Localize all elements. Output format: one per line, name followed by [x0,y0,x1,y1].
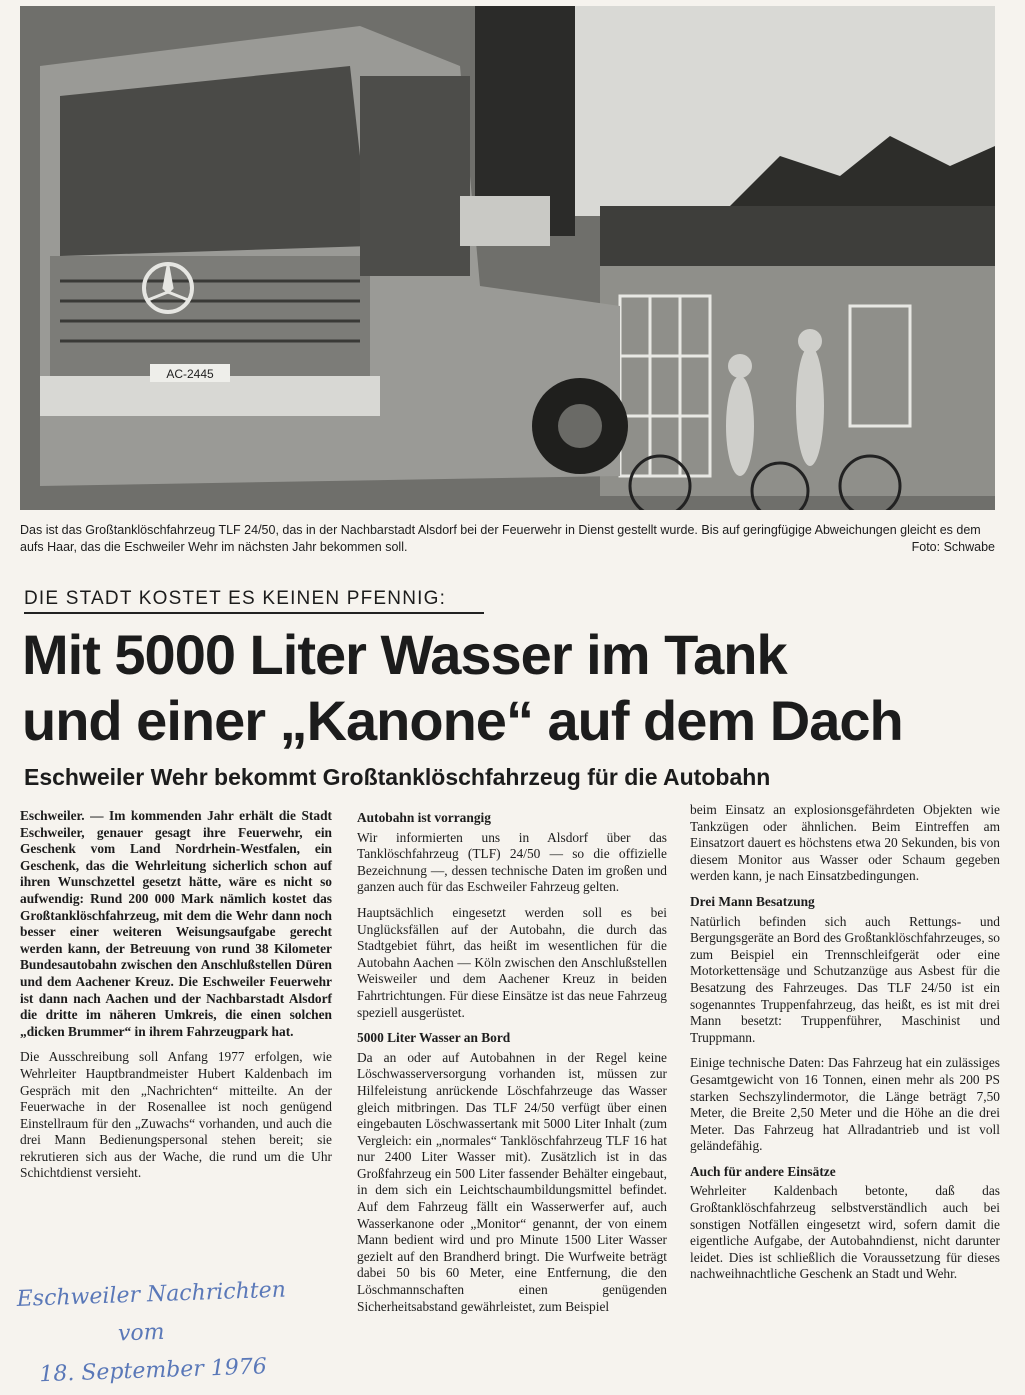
section-heading: Autobahn ist vorrangig [357,810,491,825]
body-paragraph: Wir informierten uns in Alsdorf über das Tanklöschfahrzeug (TLF) 24/50 — so die offizielle Bezeichnung —, dessen technische Daten im großen und ganzen auch für das Eschweiler Fahrzeug gelten. [357,829,667,895]
lead-paragraph: Eschweiler. — Im kommenden Jahr erhält die Stadt Eschweiler, genauer gesagt ihre Feuerwehr, ein Geschenk vom Land Nordrhein-Westfalen, ein Geschenk, das die Wehrleitung sicherlich schon auf ihren Wunschzettel gesetzt hätte, wäre es nicht so aufwendig: Rund 200 000 Mark nämlich kostet das Großtanklöschfahrzeug, mit dem die Wehr dann noch besser einer weiteren Weisungsaufgabe gerecht werden kann, der Betreuung von rund 38 Kilometer Bundesautobahn zwischen den Anschlußstellen Düren und dem Aachener Kreuz. Die Eschweiler Feuerwehr ist dann nach Aachen und der Nachbarstadt Alsdorf die dritte im näheren Umkreis, die einen solchen „dicken Brummer“ in ihrem Fahrzeugpark hat. [20,808,332,1039]
license-plate-text: AC-2445 [166,367,214,381]
body-paragraph: Wehrleiter Kaldenbach betonte, daß das Großtanklöschfahrzeug selbstverständlich auch bei sonstigen Notfällen eingesetzt wird, sofern damit die eigentliche Aufgabe, der Autobahndienst, nicht darunter leidet. Dies ist schließlich die Voraussetzung für dieses nachweihnachtliche Geschenk an Stadt und Wehr. [690,1183,1000,1282]
body-paragraph: Einige technische Daten: Das Fahrzeug hat ein zulässiges Gesamtgewicht von 16 Tonnen, einen mehr als 200 PS starken Sechszylindermotor, die Länge beträgt 7,50 Meter, die Breite 2,50 Meter und die Höhe an die drei Meter. Das Fahrzeug hat Allradantrieb und ist voll geländefähig. [690,1055,1000,1154]
subheadline: Eschweiler Wehr bekommt Großtanklöschfahrzeug für die Autobahn [24,764,771,790]
section-heading: Drei Mann Besatzung [690,893,815,909]
section-heading: 5000 Liter Wasser an Bord [357,1030,511,1046]
photo-credit: Foto: Schwabe [911,540,995,554]
section-heading: Auch für andere Einsätze [690,1163,836,1179]
headline-line-2: und einer „Kanone“ auf dem Dach [22,689,903,752]
handwritten-line-3: 18. September 1976 [38,1354,268,1388]
photo-caption [20,522,995,556]
article-column-1 [20,808,332,1191]
body-paragraph: Hauptsächlich eingesetzt werden soll es bei Unglücksfällen auf der Autobahn, die durch das Stadtgebiet führt, das heißt im wesentlichen für die Autobahn Aachen — Köln zwischen den Anschlußstellen Weisweiler und dem Aachener Kreuz in beiden Fahrtrichtungen. Für diese Einsätze ist das neue Fahrzeug speziell ausgerüstet. [357,904,667,1020]
kicker: DIE STADT KOSTET ES KEINEN PFENNIG: [24,588,484,614]
article-column-3 [690,802,1000,1292]
photo-illustration [20,6,995,510]
handwritten-line-1: Eschweiler Nachrichten [16,1277,287,1312]
headline-line-1: Mit 5000 Liter Wasser im Tank [22,623,787,686]
body-paragraph: Natürlich befinden sich auch Rettungs- und Bergungsgeräte an Bord des Großtanklöschfahrzeuges, so zum Beispiel ein Trennschleifgerät oder eine Motorkettensäge und Schutzanzüge aus Asbest für die Besatzung des Fahrzeuges. Das TLF 24/50 ist ein sogenanntes Truppenfahrzeug, das heißt, es ist mit drei Mann besetzt: Truppenführer, Maschinist und Truppmann. [690,913,1000,1045]
body-paragraph: Da an oder auf Autobahnen in der Regel keine Löschwasserversorgung vorhanden ist, müssen zur Hilfeleistung anrückende Löschfahrzeuge das Wasser gleich mitbringen. Das TLF 24/50 verfügt über einen eingebauten Löschwassertank mit 5000 Liter Inhalt (zum Vergleich: ein „normales“ Tanklöschfahrzeug TLF 16 hat nur 2400 Liter Wasser mit). Zusätzlich ist in das Großfahrzeug ein 500 Liter fassender Behälter eingebaut, in dem sich ein Leichtschaumbildungsmittel befindet. Auf dem Fahrzeug fällt ein Wasserwerfer auf, auch Wasserkanone oder „Monitor“ genannt, der von einem Mann bedient wird und pro Minute 1500 Liter Wasser gezielt auf den Brandherd bringt. Die Wurfweite beträgt dabei 50 bis 60 Meter, eine Entfernung, die den Löschmannschaften einen genügenden Sicherheitsabstand gewährleistet, zum Beispiel [357,1049,667,1314]
article-column-2 [357,806,667,1324]
caption-text: Das ist das Großtanklöschfahrzeug TLF 24/50, das in der Nachbarstadt Alsdorf bei der Feuerwehr in Dienst gestellt wurde. Bis auf geringfügige Abweichungen gleicht es dem aufs Haar, das die Eschweiler Wehr im nächsten Jahr bekommen soll. [20,523,981,554]
body-paragraph: Die Ausschreibung soll Anfang 1977 erfolgen, wie Wehrleiter Hauptbrandmeister Hubert Kaldenbach im Gespräch mit den „Nachrichten“ mitteilte. An der Feuerwache in der Rosenallee ist noch genügend Einstellraum für den „Zuwachs“ vorhanden, und auch die drei Mann Bedienungspersonal stehen bereit; sie rekrutieren sich aus der Wache, die rund um die Uhr Schichtdienst versieht. [20,1049,332,1181]
handwritten-source-note [16,1269,360,1395]
body-paragraph: beim Einsatz an explosionsgefährdeten Objekten wie Tankzügen oder ähnlichen. Beim Eintreffen am Einsatzort dauert es höchstens etwa 20 Sekunden, bis von diesem Monitor aus Wasser oder Schaum gegeben werden kann, je nach Einsatzbedingungen. [690,802,1000,884]
handwritten-line-2: vom [117,1319,165,1347]
headline [22,622,1002,754]
fire-truck-photo [20,6,995,510]
